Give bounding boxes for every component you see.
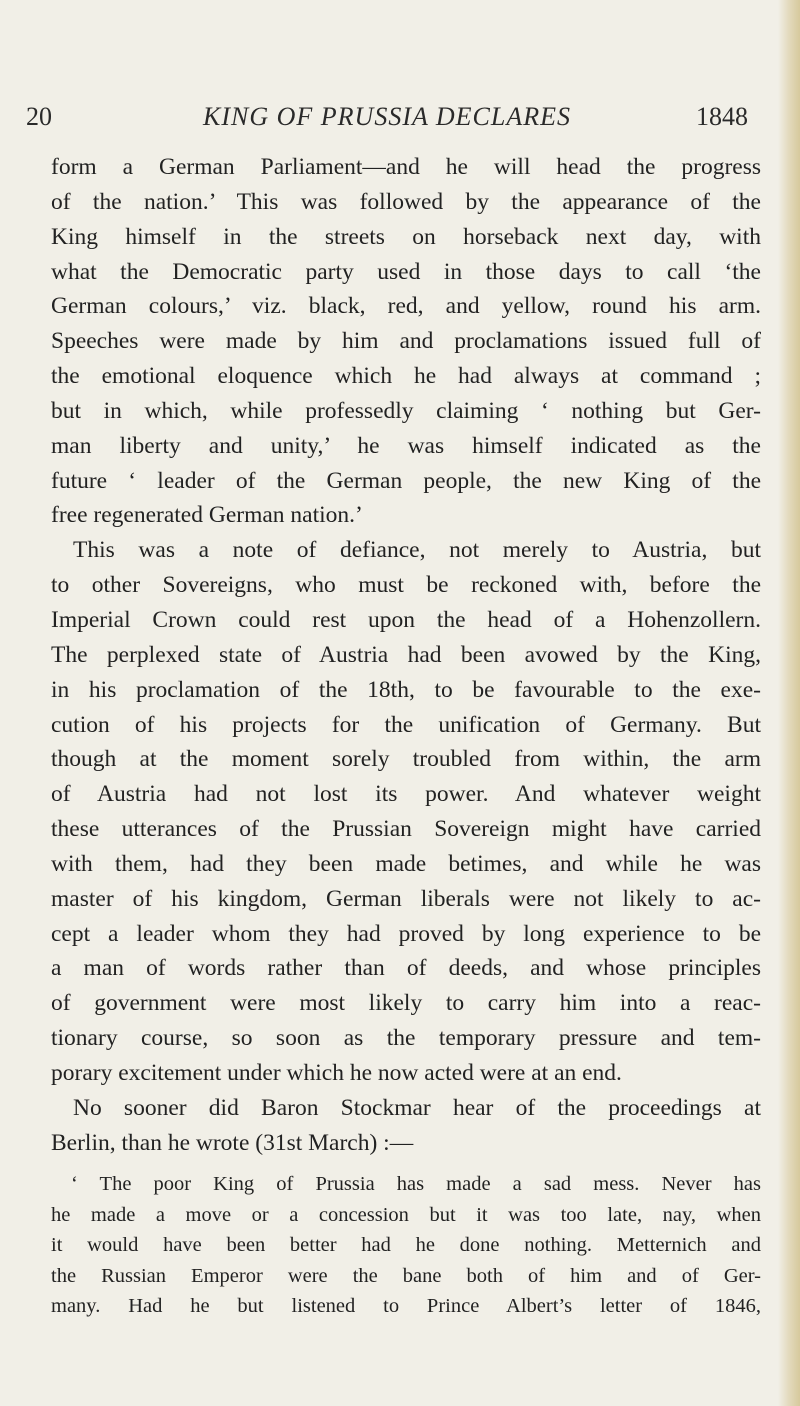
page-number: 20: [26, 102, 52, 131]
text-line: German colours,’ viz. black, red, and yellow, round his arm.: [51, 293, 761, 320]
text-line: Imperial Crown could rest upon the head of a Hohenzollern.: [51, 606, 761, 633]
text-line: with them, had they been made betimes, and while he was: [51, 850, 761, 877]
text-line: what the Democratic party used in those days to call ‘the: [51, 258, 761, 285]
text-line: Speeches were made by him and proclamations issued full of: [51, 328, 761, 355]
text-line: but in which, while professedly claiming ‘ nothing but Ger-: [51, 397, 761, 424]
text-line: of government were most likely to carry him into a reac-: [51, 990, 761, 1017]
running-year: 1848: [696, 102, 748, 131]
text-line: Berlin, than he wrote (31st March) :—: [51, 1129, 414, 1156]
quote-line: ‘ The poor King of Prussia has made a sad mess. Never has: [71, 1173, 761, 1196]
quote-line: many. Had he but listened to Prince Albert’s letter of 1846,: [51, 1295, 761, 1318]
text-line: the emotional eloquence which he had always at command ;: [51, 363, 761, 390]
quote-line: the Russian Emperor were the bane both of him and of Ger-: [51, 1264, 761, 1287]
text-line: a man of words rather than of deeds, and whose principles: [51, 955, 761, 982]
text-line: The perplexed state of Austria had been avowed by the King,: [51, 641, 761, 668]
page-edge-shadow: [778, 0, 800, 1406]
text-line: form a German Parliament—and he will head the progress: [51, 154, 761, 180]
text-line: future ‘ leader of the German people, the new King of the: [51, 467, 761, 494]
text-line: to other Sovereigns, who must be reckoned with, before the: [51, 572, 761, 599]
text-line: though at the moment sorely troubled from within, the arm: [51, 746, 761, 773]
text-line: tionary course, so soon as the temporary pressure and tem-: [51, 1025, 761, 1052]
text-line: No sooner did Baron Stockmar hear of the proceedings at: [73, 1094, 761, 1121]
text-line: of Austria had not lost its power. And whatever weight: [51, 781, 761, 808]
paragraph-3: [51, 1091, 761, 1161]
text-line: This was a note of defiance, not merely to Austria, but: [73, 537, 761, 564]
quote-line: he made a move or a concession but it was too late, nay, when: [51, 1203, 761, 1226]
text-line: these utterances of the Prussian Sovereign might have carried: [51, 816, 761, 843]
paragraph-2: [51, 533, 761, 1091]
text-line: man liberty and unity,’ he was himself indicated as the: [51, 432, 761, 459]
text-line: cept a leader whom they had proved by long experience to be: [51, 920, 761, 947]
block-quote: [51, 1169, 761, 1322]
text-line: King himself in the streets on horseback next day, with: [51, 223, 761, 250]
paragraph-1: [51, 150, 761, 533]
running-title: KING OF PRUSSIA DECLARES: [203, 102, 571, 131]
text-line: free regenerated German nation.’: [51, 502, 363, 529]
text-line: porary excitement under which he now acted were at an end.: [51, 1059, 622, 1086]
quote-line: it would have been better had he done nothing. Metternich and: [51, 1234, 761, 1257]
text-line: master of his kingdom, German liberals were not likely to ac-: [51, 885, 761, 912]
text-line: in his proclamation of the 18th, to be favourable to the exe-: [51, 676, 761, 703]
running-head: [26, 100, 748, 134]
body-text: [51, 150, 761, 1322]
text-line: of the nation.’ This was followed by the appearance of the: [51, 188, 761, 215]
text-line: cution of his projects for the unification of Germany. But: [51, 711, 761, 738]
